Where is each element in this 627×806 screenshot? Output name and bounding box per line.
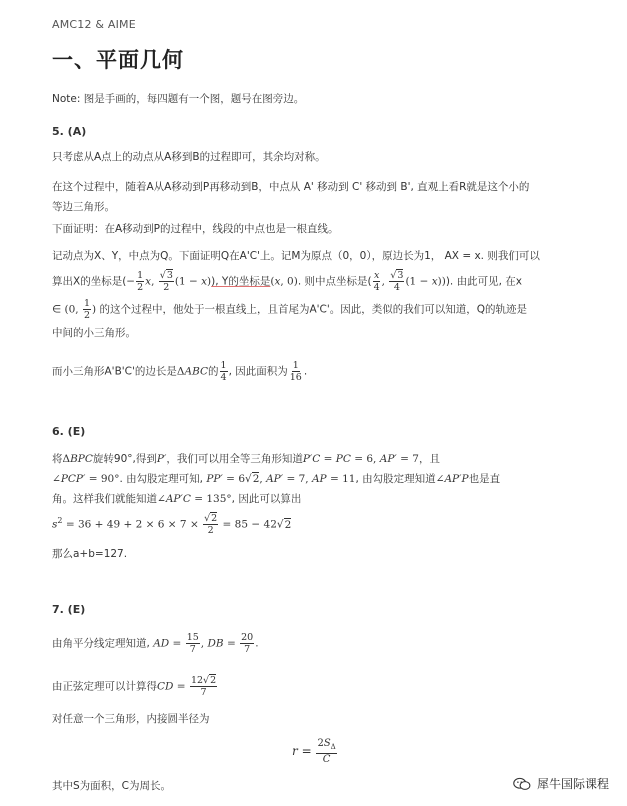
q5-p1: 只考虑从A点上的动点从A移到B的过程即可，其余均对称。 (52, 151, 326, 163)
q6-p1b: ∠PCP′ = 90°. 由勾股定理可知, PP′ = 6√2, AP′ = 7, AP = 11, 由勾股定理知道∠AP′P也是直 (52, 473, 501, 485)
q6-equation: $s^2 = 36 + 49 + 2 \times 6 \times 7$ × $\frac{√2}{2}$ = 85 − 42√2 (52, 513, 292, 536)
q5-p2a: 在这个过程中，随着A从A移动到P再移动到B，中点从 A' 移动到 C' 移动到 B', 直观上看R就是这个小的 (52, 181, 530, 193)
note-text: Note: 图是手画的，每四题有一个图，题号在图旁边。 (52, 93, 305, 105)
q5-heading: 5. (A) (52, 125, 87, 138)
q6-p1a: 将ΔBPC旋转90°,得到P′，我们可以用全等三角形知道P′C = PC = 6, AP′ = 7，且 (52, 453, 440, 465)
q7-p2: 由正弦定理可以计算得CD = $\frac{12√2}{7}$ (52, 675, 217, 698)
q7-p4: 其中S为面积，C为周长。 (52, 780, 171, 792)
wechat-icon (513, 777, 531, 791)
watermark-text: 犀牛国际课程 (536, 777, 609, 791)
q7-heading: 7. (E) (52, 603, 86, 616)
q5-p5: 而小三角形A'B'C'的边长是ΔABC的 $\frac{1}{4}$ , 因此面积为 $\frac{1}{16}$ . (52, 360, 308, 383)
q5-p4a: 记动点为X、Y，中点为Q。下面证明Q在A'C'上。记M为原点（0，0），原边长为1， AX = x. 则我们可以 (52, 250, 540, 262)
section-title: 一、平面几何 (52, 48, 184, 72)
q6-p1c: 角。这样我们就能知道∠AP′C = 135°, 因此可以算出 (52, 493, 302, 505)
q7-p3: 对任意一个三角形，内接圆半径为 (52, 713, 210, 725)
q5-p3: 下面证明：在A移动到P的过程中，线段的中点也是一根直线。 (52, 223, 339, 235)
header-label: AMC12 & AIME (52, 18, 136, 31)
q5-p4d: 中间的小三角形。 (52, 327, 136, 339)
q5-p2b: 等边三角形。 (52, 201, 115, 213)
q6-heading: 6. (E) (52, 425, 86, 438)
inradius-formula: r = $\frac{2S_\Delta}{C}$ (292, 738, 336, 765)
q5-p4b: 算出X的坐标是(− $\frac{1}{2}$ x, $\frac{√3}{2}$ (1 − x)), Y的坐标是(x, 0). 则中点坐标是( $\frac{x}{4}$ , $\frac{√3}{4}$ (1 − x))). 由此可见, 在x (52, 270, 522, 293)
q5-p4c: ∈ (0, $\frac{1}{2}$ ) 的这个过程中，他处于一根直线上，且首尾为A'C'。因此，类似的我们可以知道，Q的轨迹是 (52, 298, 528, 321)
q7-p1: 由角平分线定理知道, AD = $\frac{15}{7}$ , DB = $\frac{20}{7}$ . (52, 632, 259, 655)
watermark (513, 775, 609, 792)
q6-p3: 那么a+b=127. (52, 548, 128, 560)
